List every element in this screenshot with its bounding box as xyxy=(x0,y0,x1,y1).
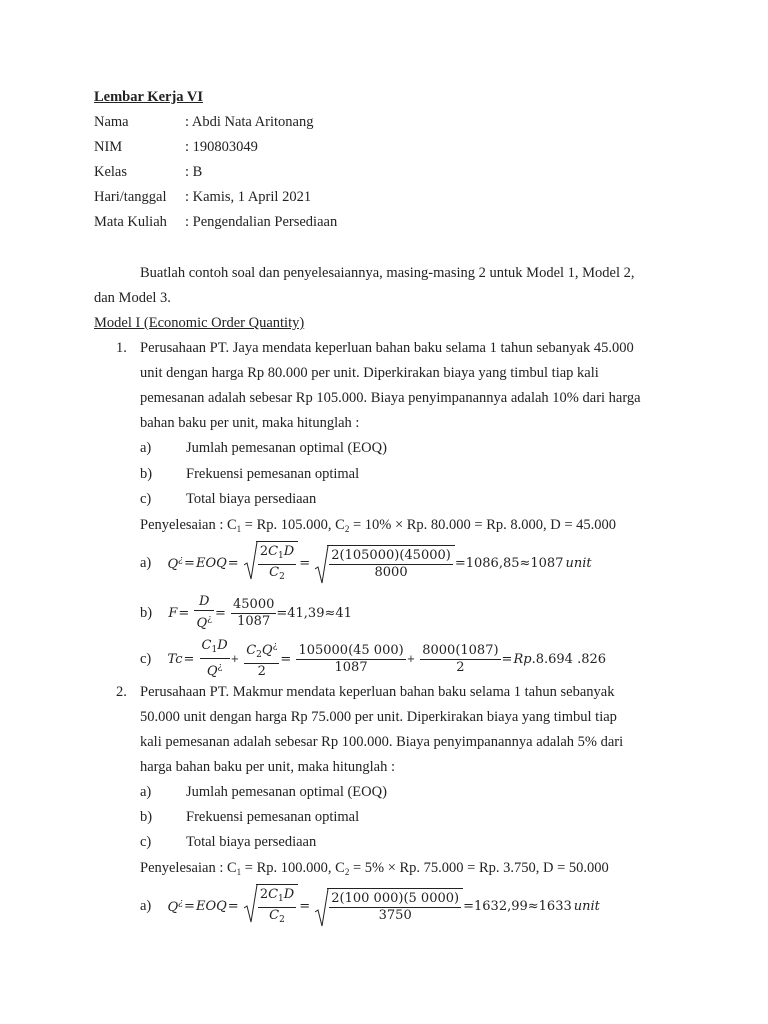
problem-1-solution-givens: Penyelesaian : $C_1 = Rp$. 105.000, $C_2 = 10\% \times Rp$. 80.000 = Rp. 8.000, D = 45.000 xyxy=(140,517,617,534)
problem-2-text-line-4: harga bahan baku per unit, maka hitunglah : xyxy=(140,759,396,775)
sqrt-symbol-icon: $\frac{2C_1D}{C_2}$ xyxy=(244,884,298,928)
problem-2-eq-a: a) Q¿=EOQ= $\frac{2C_1D}{C_2}$ = $\frac{2(100 000)(5 0000)}{3750}$ =1632,99≈1633 unit xyxy=(140,884,600,928)
problem-1-eq-b: b) F= $\frac{D}{Q^¿}$ = $\frac{45000}{1087}$ =41,39≈41 xyxy=(140,594,352,631)
field-label-hari-tanggal: Hari/tanggal xyxy=(94,189,167,205)
field-label-nama: Nama xyxy=(94,114,129,130)
problem-1-text-line-2: unit dengan harga Rp 80.000 per unit. Diperkirakan biaya yang timbul tiap kali xyxy=(140,365,599,381)
problem-1-item-b-text: Frekuensi pemesanan optimal xyxy=(186,466,360,482)
problem-1-item-c-text: Total biaya persediaan xyxy=(186,491,317,507)
problem-1-number: 1. xyxy=(116,340,127,356)
field-label-kelas: Kelas xyxy=(94,164,128,180)
field-label-mata-kuliah: Mata Kuliah xyxy=(94,214,167,230)
problem-2-text-line-3: kali pemesanan adalah sebesar Rp 100.000. Biaya penyimpanannya adalah 5% dari xyxy=(140,734,624,750)
intro-line-2: dan Model 3. xyxy=(94,290,171,306)
document-title: Lembar Kerja VI xyxy=(94,89,204,105)
field-value-hari-tanggal: : Kamis, 1 April 2021 xyxy=(185,189,312,205)
problem-1-item-a-text: Jumlah pemesanan optimal (EOQ) xyxy=(186,440,387,456)
problem-1-item-a-letter: a) xyxy=(140,440,152,456)
field-value-mata-kuliah: : Pengendalian Persediaan xyxy=(185,214,338,230)
problem-2-item-b-text: Frekuensi pemesanan optimal xyxy=(186,809,360,825)
problem-2-item-c-letter: c) xyxy=(140,834,152,850)
problem-1-eq-c: c) Tc= $\frac{C_1D}{Q^¿}$ + $\frac{C_2Q^¿}{2}$ = $\frac{105000(45 000)}{1087}$ + $\frac{8000(1087)}{2}$ =Rp.8.694 .826 xyxy=(140,638,607,679)
intro-line-1: Buatlah contoh soal dan penyelesaiannya, masing-masing 2 untuk Model 1, Model 2, xyxy=(140,265,635,281)
problem-2-number: 2. xyxy=(116,684,127,700)
problem-2-solution-givens: Penyelesaian : $C_1 = Rp$. 100.000, $C_2 = 5\% \times Rp$. 75.000 = Rp. 3.750, D = 50.000 xyxy=(140,860,609,877)
problem-1-text-line-4: bahan baku per unit, maka hitunglah : xyxy=(140,415,360,431)
problem-1-text-line-1: Perusahaan PT. Jaya mendata keperluan bahan baku selama 1 tahun sebanyak 45.000 xyxy=(140,340,634,356)
field-value-nim: : 190803049 xyxy=(185,139,258,155)
sqrt-symbol-icon: $\frac{2(105000)(45000)}{8000}$ xyxy=(315,545,455,581)
sqrt-symbol-icon: $\frac{2C_1D}{C_2}$ xyxy=(244,541,298,585)
problem-1-eq-a: a) Q¿=EOQ= $\frac{2C_1D}{C_2}$ = $\frac{2(105000)(45000)}{8000}$ =1086,85≈1087 unit xyxy=(140,541,592,585)
problem-2-text-line-2: 50.000 unit dengan harga Rp 75.000 per unit. Diperkirakan biaya yang timbul tiap xyxy=(140,709,617,725)
problem-2-item-a-letter: a) xyxy=(140,784,152,800)
field-value-nama: : Abdi Nata Aritonang xyxy=(185,114,314,130)
problem-1-item-b-letter: b) xyxy=(140,466,153,482)
problem-2-text-line-1: Perusahaan PT. Makmur mendata keperluan bahan baku selama 1 tahun sebanyak xyxy=(140,684,615,700)
problem-2-item-b-letter: b) xyxy=(140,809,153,825)
problem-1-text-line-3: pemesanan adalah sebesar Rp 105.000. Biaya penyimpanannya adalah 10% dari harga xyxy=(140,390,641,406)
problem-2-item-a-text: Jumlah pemesanan optimal (EOQ) xyxy=(186,784,387,800)
model-heading: Model I (Economic Order Quantity) xyxy=(94,315,305,331)
problem-2-item-c-text: Total biaya persediaan xyxy=(186,834,317,850)
field-value-kelas: : B xyxy=(185,164,203,180)
field-label-nim: NIM xyxy=(94,139,123,155)
problem-1-item-c-letter: c) xyxy=(140,491,152,507)
sqrt-symbol-icon: $\frac{2(100 000)(5 0000)}{3750}$ xyxy=(315,888,463,924)
